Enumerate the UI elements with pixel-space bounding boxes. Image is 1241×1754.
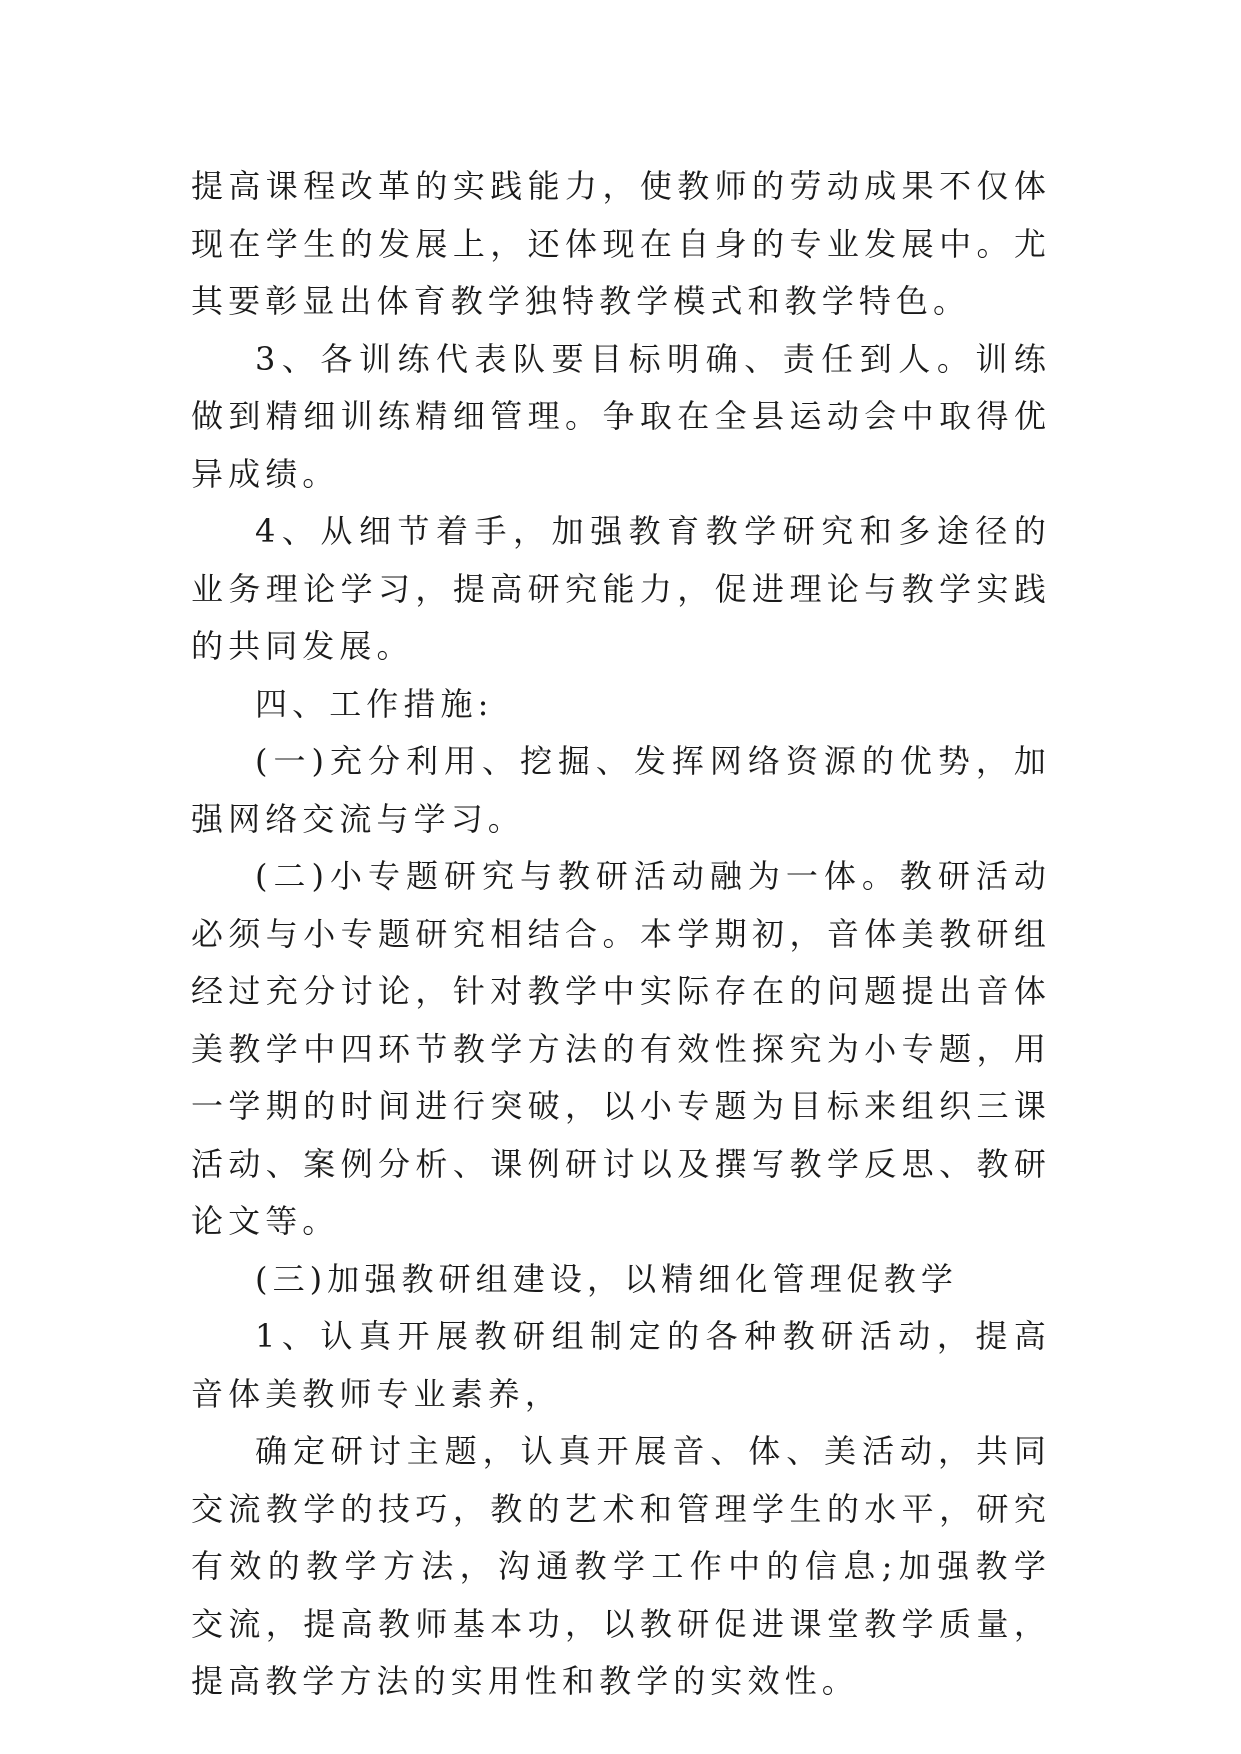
paragraph-research-activities: 1、认真开展教研组制定的各种教研活动，提高音体美教师专业素养， <box>191 1317 1051 1413</box>
paragraph-discussion-themes: 确定研讨主题，认真开展音、体、美活动，共同交流教学的技巧，教的艺术和管理学生的水平，研究有效的教学方法，沟通教学工作中的信息;加强教学交流，提高教师基本功，以教研促进课堂教学质量，提高教学方法的实用性和教学的实效性。 <box>191 1432 1051 1700</box>
heading-work-measures: 四、工作措施: <box>255 684 494 723</box>
heading-team-building: (三)加强教研组建设，以精细化管理促教学 <box>255 1259 958 1298</box>
document-body <box>191 158 1051 1711</box>
paragraph-network-resources: (一)充分利用、挖掘、发挥网络资源的优势，加强网络交流与学习。 <box>191 742 1051 838</box>
paragraph-research-study: 4、从细节着手，加强教育教学研究和多途径的业务理论学习，提高研究能力，促进理论与教学实践的共同发展。 <box>191 512 1051 665</box>
paragraph-special-topic-research: (二)小专题研究与教研活动融为一体。教研活动必须与小专题研究相结合。本学期初，音体美教研组经过充分讨论，针对教学中实际存在的问题提出音体美教学中四环节教学方法的有效性探究为小专题，用一学期的时间进行突破，以小专题为目标来组织三课活动、案例分析、课例研讨以及撰写教学反思、教研论文等。 <box>191 857 1051 1240</box>
paragraph-course-reform: 提高课程改革的实践能力，使教师的劳动成果不仅体现在学生的发展上，还体现在自身的专业发展中。尤其要彰显出体育教学独特教学模式和教学特色。 <box>191 167 1051 320</box>
paragraph-training-teams: 3、各训练代表队要目标明确、责任到人。训练做到精细训练精细管理。争取在全县运动会中取得优异成绩。 <box>191 339 1051 493</box>
